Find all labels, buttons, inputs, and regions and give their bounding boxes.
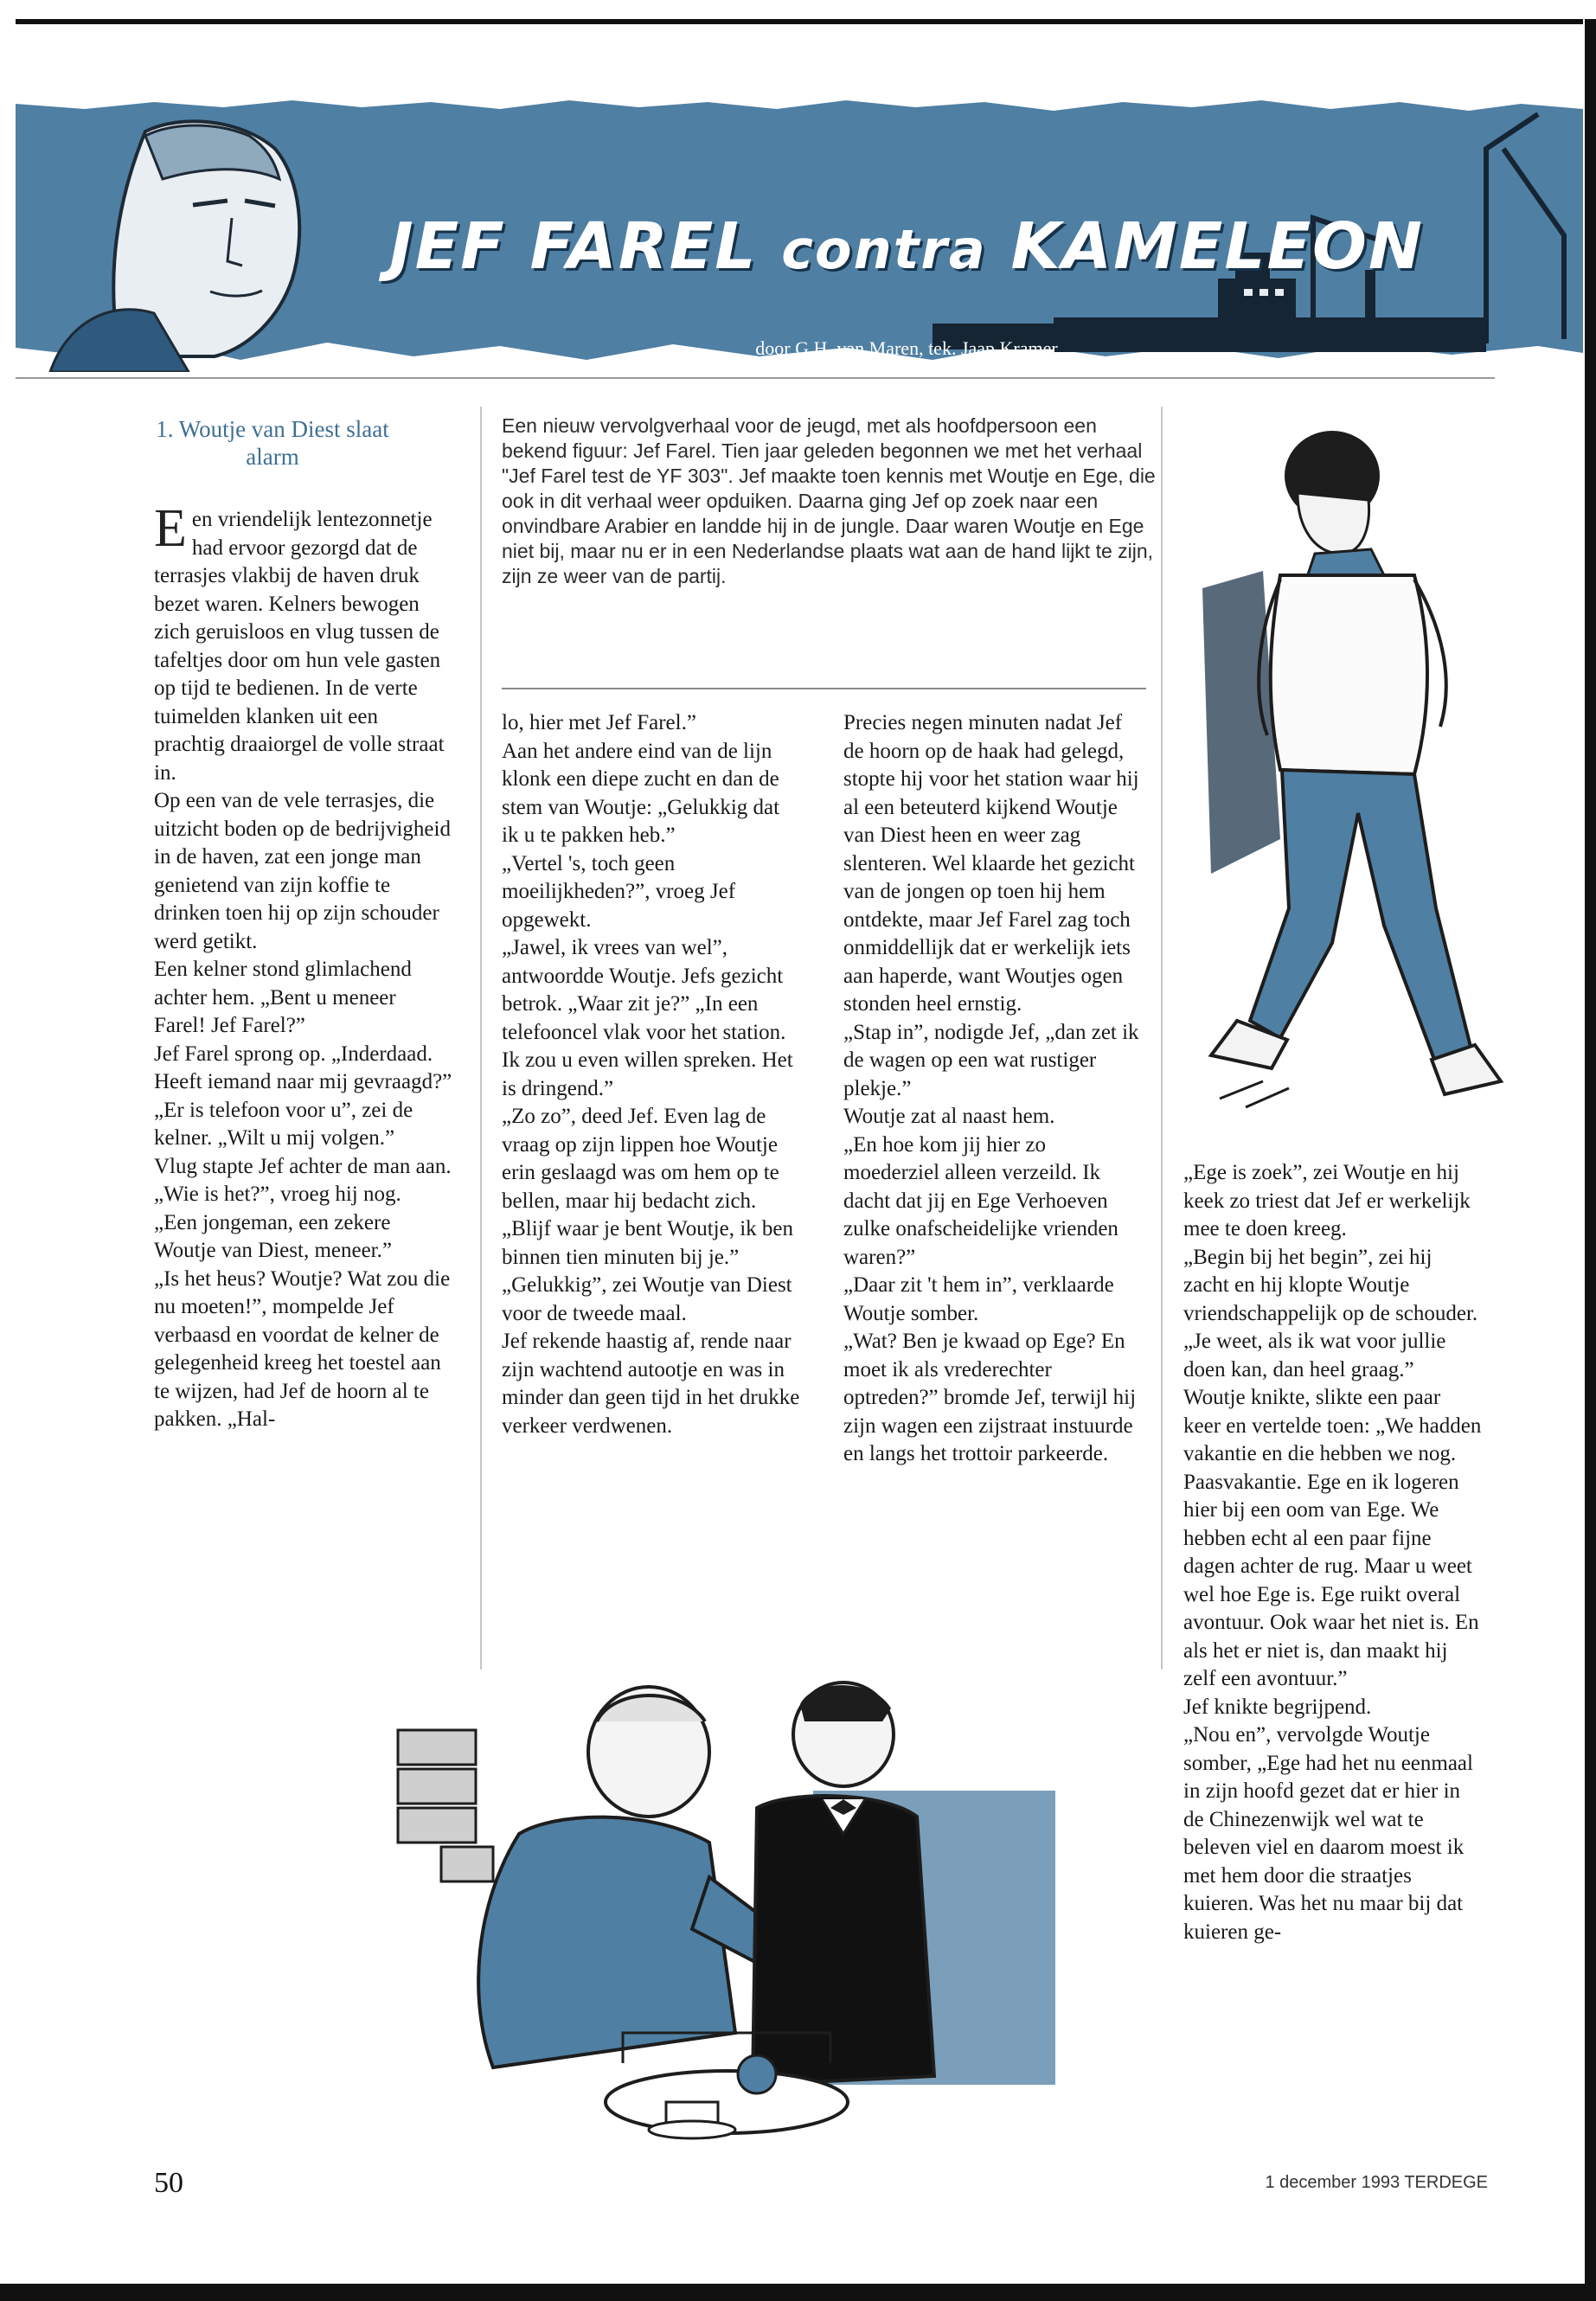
story-paragraph: „Een jongeman, een zekere Woutje van Diest, meneer.” [154, 1210, 392, 1262]
story-paragraph: Op een van de vele terrasjes, die uitzicht boden op de bedrijvigheid in de haven, zat een jonge man genietend van zijn koffie te drinken toen hij op zijn schouder werd getikt. [154, 789, 451, 953]
story-paragraph: Jef knikte begrijpend. [1183, 1695, 1372, 1719]
story-paragraph: „Daar zit 't hem in”, verklaarde Woutje somber. [843, 1273, 1114, 1325]
story-paragraph: lo, hier met Jef Farel.” [502, 711, 696, 734]
story-paragraph: „Stap in”, nodigde Jef, „dan zet ik de wagen op een wat rustiger plekje.” [843, 1020, 1139, 1100]
story-column-4 [1183, 1159, 1482, 1946]
story-paragraph: „Begin bij het begin”, zei hij zacht en hij klopte Woutje vriendschappelijk op de schouder. [1183, 1245, 1478, 1325]
story-paragraph: Woutje knikte, slikte een paar keer en vertelde toen: „We hadden vakantie en die hebben we nog. Paasvakantie. Ege en ik logeren hier bij een oom van Ege. We hebben echt al een paar fijne dagen achter de rug. Maar u weet wel hoe Ege is. Ege ruikt overal avontuur. Ook waar het niet is. En als het er niet is, dan maakt hij zelf een avontuur.” [1183, 1386, 1482, 1690]
story-paragraph: „Vertel 's, toch geen moeilijkheden?”, vroeg Jef opgewekt. [502, 851, 736, 932]
story-paragraph: Aan het andere eind van de lijn klonk een diepe zucht en dan de stem van Woutje: „Gelukkig dat ik u te pakken heb.” [502, 739, 780, 847]
story-paragraph: Jef Farel sprong op. „Inderdaad. Heeft iemand naar mij gevraagd?” [154, 1042, 452, 1093]
walking-boy-illustration [1185, 424, 1514, 1155]
header-banner [16, 97, 1583, 372]
opening-text: en vriendelijk lentezonnetje had ervoor gezorgd dat de terrasjes vlakbij de haven druk bezet waren. Kelners bewogen zich geruisloos en vlug tussen de tafeltjes door om hun vele gasten op tijd te bedienen. In de verte tuimelden klanken uit een prachtig draaiorgel de volle straat in. [154, 508, 445, 785]
story-paragraph: Jef rekende haastig af, rende naar zijn wachtend autootje en was in minder dan geen tijd in het drukke verkeer verdwenen. [502, 1330, 800, 1438]
story-paragraph: „Er is telefoon voor u”, zei de kelner. „Wilt u mij volgen.” [154, 1098, 413, 1150]
story-paragraph: Woutje zat al naast hem. [843, 1105, 1055, 1128]
drop-cap: E [154, 499, 187, 558]
story-paragraph: „Zo zo”, deed Jef. Even lag de vraag op zijn lippen hoe Woutje erin geslaagd was om hem op te bellen, maar hij bedacht zich. „Blijf waar je bent Woutje, ik ben binnen tien minuten bij je.” [502, 1105, 794, 1269]
article-title [362, 209, 1452, 284]
title-part-2: contra [781, 218, 987, 281]
cafe-scene-illustration [363, 1670, 1073, 2180]
banner-divider [16, 377, 1495, 379]
story-paragraph: „Nou en”, vervolgde Woutje somber, „Ege had het nu eenmaal in zijn hoofd gezet dat er hier in de Chinezenwijk wel wat te beleven viel en daarom moest ik met hem door die straatjes kuieren. Was het nu maar bij dat kuieren ge- [1183, 1723, 1473, 1944]
page-number: 50 [154, 2167, 183, 2199]
issue-date: 1 december 1993 TERDEGE [1265, 2173, 1488, 2192]
story-column-3 [843, 709, 1142, 1469]
story-paragraph: „Je weet, als ik wat voor jullie doen kan, dan heel graag.” [1183, 1330, 1446, 1381]
intro-paragraph: Een nieuw vervolgverhaal voor de jeugd, met als hoofdpersoon een bekend figuur: Jef Farel. Tien jaar geleden begonnen we met het verhaal "Jef Farel test de YF 303". Jef maakte toen kennis met Woutje en Ege, die ook in dit verhaal weer opduiken. Daarna ging Jef op zoek naar een onvindbare Arabier en landde hij in de jungle. Daar waren Woutje en Ege niet bij, maar nu er in een Nederlandse plaats wat aan de hand lijkt te zijn, zijn ze weer van de partij. [502, 414, 1156, 587]
page-top-border [16, 19, 1583, 24]
chapter-title: 1. Woutje van Diest slaat alarm [156, 416, 389, 470]
column-separator [1161, 407, 1163, 1670]
story-paragraph: Een kelner stond glimlachend achter hem. „Bent u meneer Farel! Jef Farel?” [154, 958, 412, 1037]
opening-paragraph [154, 499, 452, 787]
story-paragraph: „Gelukkig”, zei Woutje van Diest voor de tweede maal. [502, 1273, 792, 1325]
story-paragraph: „Is het heus? Woutje? Wat zou die nu moeten!”, mompelde Jef verbaasd en voordat de kelner de gelegenheid kreeg het toestel aan te wijzen, had Jef de hoorn al te pakken. „Hal- [154, 1266, 451, 1431]
story-paragraph: „Ege is zoek”, zei Woutje en hij keek zo triest dat Jef er werkelijk mee te doen kreeg. [1183, 1161, 1471, 1240]
story-paragraph: „Wat? Ben je kwaad op Ege? En moet ik als vrederechter optreden?” bromde Jef, terwijl hij zijn wagen een zijstraat instuurde en langs het trottoir parkeerde. [843, 1330, 1137, 1465]
article-byline: door G.H. van Maren, tek. Jaap Kramer [755, 337, 1058, 359]
story-column-1 [154, 499, 452, 1434]
story-paragraph: Vlug stapte Jef achter de man aan. „Wie is het?”, vroeg hij nog. [154, 1154, 452, 1206]
intro-divider [502, 688, 1146, 689]
title-part-3: KAMELEON [1010, 209, 1424, 284]
story-paragraph: Precies negen minuten nadat Jef de hoorn op de haak had gelegd, stopte hij voor het station waar hij al een beteuterd kijkend Woutje van Diest heen en weer zag slenteren. Wel klaarde het gezicht van de jongen op toen hij hem ontdekte, maar Jef Farel zag toch onmiddellijk dat er werkelijk iets aan haperde, want Woutjes ogen stonden heel ernstig. [843, 711, 1139, 1016]
story-paragraph: „En hoe kom jij hier zo moederziel alleen verzeild. Ik dacht dat jij en Ege Verhoeven zulke onafscheidelijke vrienden waren?” [843, 1132, 1118, 1269]
page-bottom-border [0, 2284, 1596, 2301]
story-paragraph: „Jawel, ik vrees van wel”, antwoordde Woutje. Jefs gezicht betrok. „Waar zit je?” „In een telefooncel vlak voor het station. Ik zou u even willen spreken. Het is dringend.” [502, 936, 793, 1100]
story-column-2 [502, 709, 800, 1440]
portrait-sketch [50, 121, 299, 372]
page-right-border [1585, 19, 1596, 2285]
title-part-1: JEF FAREL [389, 209, 758, 284]
column-separator [480, 407, 482, 1670]
